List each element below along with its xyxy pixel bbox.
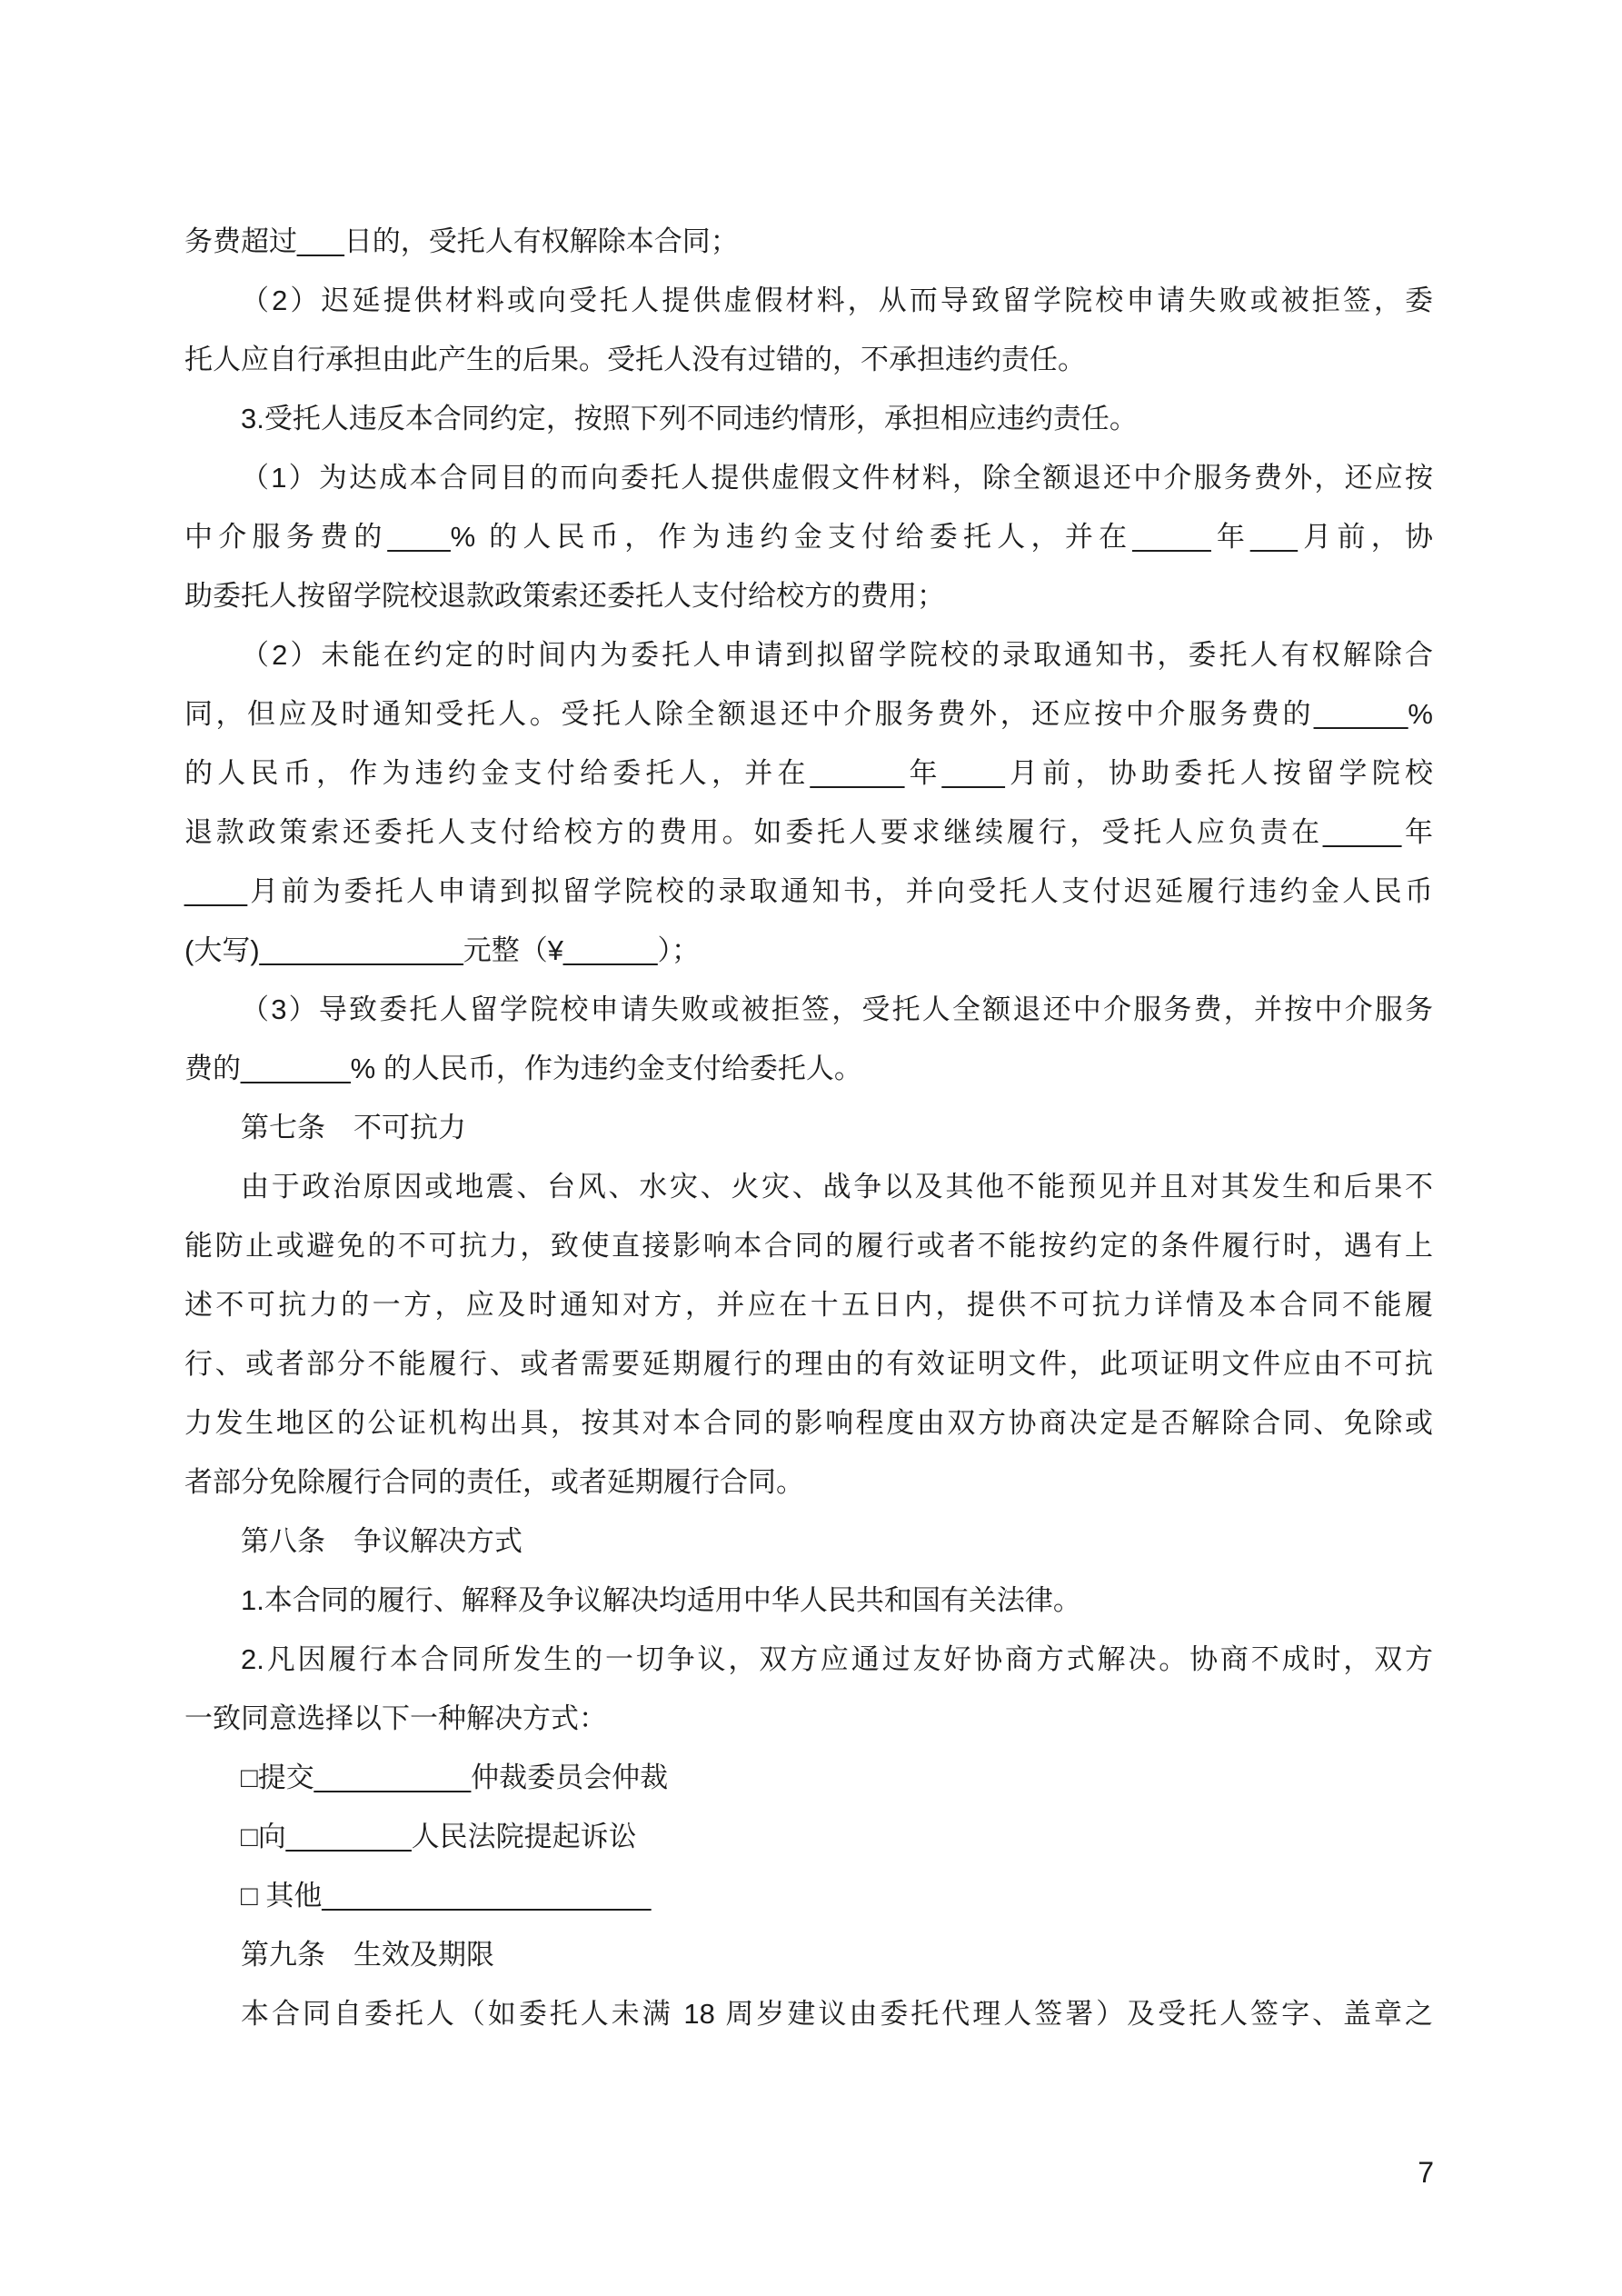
text-line: (大写)_____________元整（¥______）； — [184, 934, 700, 966]
text-line: 行、或者部分不能履行、或者需要延期履行的理由的有效证明文件，此项证明文件应由不可抗 — [184, 1348, 1433, 1380]
text-line: （2）未能在约定的时间内为委托人申请到拟留学院校的录取通知书，委托人有权解除合 — [241, 639, 1433, 671]
text-line: 第八条 争议解决方式 — [241, 1525, 522, 1557]
text-line: □向________人民法院提起诉讼 — [241, 1821, 637, 1852]
text-line: □提交__________仲裁委员会仲裁 — [241, 1762, 669, 1793]
text-line: 由于政治原因或地震、台风、水灾、火灾、战争以及其他不能预见并且对其发生和后果不 — [241, 1171, 1433, 1203]
text-line: ____月前为委托人申请到拟留学院校的录取通知书，并向受托人支付迟延履行违约金人民币 — [184, 875, 1433, 907]
text-line: 能防止或避免的不可抗力，致使直接影响本合同的履行或者不能按约定的条件履行时，遇有上 — [184, 1230, 1433, 1262]
text-line: 的人民币，作为违约金支付给委托人，并在______年____月前，协助委托人按留学院校 — [184, 757, 1433, 789]
text-line: 本合同自委托人（如委托人未满 18 周岁建议由委托代理人签署）及受托人签字、盖章之 — [241, 1998, 1433, 2030]
text-line: 同，但应及时通知受托人。受托人除全额退还中介服务费外，还应按中介服务费的______% — [184, 698, 1433, 730]
text-line: 助委托人按留学院校退款政策索还委托人支付给校方的费用； — [184, 580, 945, 612]
text-line: 一致同意选择以下一种解决方式： — [184, 1702, 607, 1734]
text-line: 力发生地区的公证机构出具，按其对本合同的影响程度由双方协商决定是否解除合同、免除或 — [184, 1407, 1433, 1439]
text-line: 中介服务费的____% 的人民币，作为违约金支付给委托人，并在_____年___月前，协 — [184, 521, 1433, 553]
text-line: 述不可抗力的一方，应及时通知对方，并应在十五日内，提供不可抗力详情及本合同不能履 — [184, 1289, 1433, 1321]
text-line: 退款政策索还委托人支付给校方的费用。如委托人要求继续履行，受托人应负责在_____年 — [184, 816, 1433, 848]
text-line: （3）导致委托人留学院校申请失败或被拒签，受托人全额退还中介服务费，并按中介服务 — [241, 993, 1433, 1025]
text-line: 2.凡因履行本合同所发生的一切争议，双方应通过友好协商方式解决。协商不成时，双方 — [241, 1643, 1433, 1675]
text-line: 者部分免除履行合同的责任，或者延期履行合同。 — [184, 1466, 804, 1498]
text-line: 务费超过___日的，受托人有权解除本合同； — [184, 225, 739, 257]
text-line: 第九条 生效及期限 — [241, 1939, 494, 1971]
page-number: 7 — [1418, 2156, 1434, 2189]
text-line: 托人应自行承担由此产生的后果。受托人没有过错的，不承担违约责任。 — [184, 344, 1086, 375]
text-line: （1）为达成本合同目的而向委托人提供虚假文件材料，除全额退还中介服务费外，还应按 — [241, 462, 1433, 494]
text-line: 1.本合同的履行、解释及争议解决均适用中华人民共和国有关法律。 — [241, 1584, 1081, 1616]
text-line: □ 其他_____________________ — [241, 1880, 652, 1912]
text-line: 第七条 不可抗力 — [241, 1112, 466, 1143]
text-line: （2）迟延提供材料或向受托人提供虚假材料，从而导致留学院校申请失败或被拒签，委 — [241, 285, 1433, 316]
text-line: 3.受托人违反本合同约定，按照下列不同违约情形，承担相应违约责任。 — [241, 403, 1138, 434]
document-body — [184, 212, 1433, 2043]
text-line: 费的_______% 的人民币，作为违约金支付给委托人。 — [184, 1053, 862, 1084]
